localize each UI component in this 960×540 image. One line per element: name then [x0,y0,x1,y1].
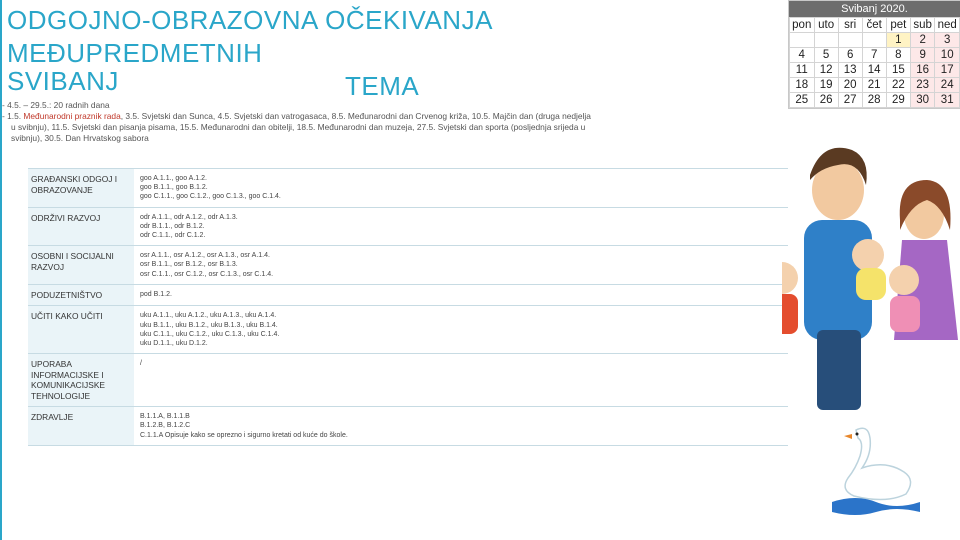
code-line: uku D.1.1., uku D.1.2. [140,339,208,347]
calendar-day: 11 [790,63,815,78]
theme-cell: PODUZETNIŠTVO [28,284,134,306]
calendar-day: 7 [862,48,886,63]
calendar-week [790,33,960,48]
notes-dates-line [2,111,722,122]
notes-dates-cont2: svibnju), 30.5. Dan Hrvatskog sabora [11,133,149,143]
left-accent-bar [0,0,6,540]
theme-cell: GRAĐANSKI ODGOJ I OBRAZOVANJE [28,169,134,208]
calendar-week [790,93,960,108]
calendar-day: 21 [862,78,886,93]
code-line: B.1.2.B, B.1.2.C [140,422,191,430]
calendar-day [790,33,815,48]
calendar-day: 15 [886,63,910,78]
codes-cell [134,169,788,208]
table-row [28,207,788,246]
notes-holiday: Međunarodni praznik rada [23,111,121,121]
codes-cell [134,354,788,407]
theme-cell: ODRŽIVI RAZVOJ [28,207,134,246]
calendar-week [790,48,960,63]
code-line: goo A.1.1., goo A.1.2. [140,175,207,182]
code-line: pod B.1.2. [140,290,172,298]
code-line: / [140,360,142,368]
theme-cell: OSOBNI I SOCIJALNI RAZVOJ [28,246,134,285]
calendar-weekday-row [790,18,960,33]
calendar-day: 1 [886,33,910,48]
theme-cell: ZDRAVLJE [28,407,134,446]
calendar-day: 26 [814,93,838,108]
codes-cell [134,306,788,354]
calendar-day: 25 [790,93,815,108]
code-line: odr B.1.1., odr B.1.2. [140,222,205,230]
calendar-day: 29 [886,93,910,108]
theme-cell: UPORABA INFORMACIJSKE I KOMUNIKACIJSKE TEHNOLOGIJE [28,354,134,407]
calendar-week [790,63,960,78]
calendar-day: 17 [935,63,960,78]
code-line: C.1.1.A Opisuje kako se oprezno i sigurno kretati od kuće do škole. [140,431,348,439]
swan-illustration [826,420,926,520]
page-title-line2: TEMA [345,71,420,101]
code-line: odr C.1.1., odr C.1.2. [140,232,206,240]
codes-cell [134,246,788,285]
code-line: B.1.1.A, B.1.1.B [140,413,190,421]
calendar-day: 31 [935,93,960,108]
code-line: osr A.1.1., osr A.1.2., osr A.1.3., osr A.1.4. [140,252,270,260]
code-line: odr A.1.1., odr A.1.2., odr A.1.3. [140,213,238,221]
codes-cell [134,407,788,446]
calendar-day: 14 [862,63,886,78]
table-row [28,407,788,446]
month-heading: SVIBANJ [7,66,119,96]
calendar-day: 16 [910,63,934,78]
codes-cell [134,284,788,306]
calendar-grid [789,17,960,108]
calendar-day: 8 [886,48,910,63]
table-row [28,169,788,208]
calendar-day: 5 [814,48,838,63]
calendar-day: 9 [910,48,934,63]
code-line: osr C.1.1., osr C.1.2., osr C.1.3., osr C.1.4. [140,270,274,278]
table-row [28,284,788,306]
calendar-day [814,33,838,48]
calendar-day: 19 [814,78,838,93]
code-line: goo B.1.1., goo B.1.2. [140,184,208,192]
code-line: goo C.1.1., goo C.1.2., goo C.1.3., goo C.1.4. [140,193,281,201]
calendar-weekday: pet [886,18,910,33]
table-row [28,306,788,354]
notes-prefix: - 1.5. [2,111,24,121]
code-line: uku C.1.1., uku C.1.2., uku C.1.3., uku C.1.4. [140,330,280,338]
notes-block [2,100,722,144]
notes-dates-cont1: u svibnju), 11.5. Svjetski dan pisanja pisama, 15.5. Međunarodni dan obitelji, 18.5. Međunarodni dan muzeja, 27.5. Svjetski dan sporta (posljednja srijeda u [11,122,586,132]
table-row [28,246,788,285]
notes-dates-text: , 3.5. Svjetski dan Sunca, 4.5. Svjetski dan vatrogasaca, 8.5. Međunarodni dan Crvenog križa, 10.5. Majčin dan (druga nedjelja [120,111,591,121]
calendar-weekday: sri [838,18,862,33]
calendar-day: 6 [838,48,862,63]
code-line: uku B.1.1., uku B.1.2., uku B.1.3., uku B.1.4. [140,321,278,329]
calendar-weekday: pon [790,18,815,33]
calendar-day: 3 [935,33,960,48]
calendar-day: 27 [838,93,862,108]
code-line: osr B.1.1., osr B.1.2., osr B.1.3. [140,261,238,269]
calendar-day: 4 [790,48,815,63]
calendar-day [838,33,862,48]
calendar-day: 13 [838,63,862,78]
calendar-weekday: čet [862,18,886,33]
calendar-day: 30 [910,93,934,108]
calendar-day: 20 [838,78,862,93]
calendar-header: Svibanj 2020. [789,1,960,17]
codes-cell [134,207,788,246]
calendar-weekday: uto [814,18,838,33]
calendar-day: 23 [910,78,934,93]
calendar-widget [788,0,960,109]
theme-cell: UČITI KAKO UČITI [28,306,134,354]
calendar-week [790,78,960,93]
code-line: uku A.1.1., uku A.1.2., uku A.1.3., uku A.1.4. [140,312,277,320]
cross-curricular-table [28,168,788,446]
table-row [28,354,788,407]
calendar-day [862,33,886,48]
calendar-day: 2 [910,33,934,48]
page-title-line1: ODGOJNO-OBRAZOVNA OČEKIVANJA MEĐUPREDMETNIH [7,5,492,68]
calendar-day: 22 [886,78,910,93]
calendar-weekday: sub [910,18,934,33]
calendar-day: 10 [935,48,960,63]
calendar-day: 28 [862,93,886,108]
calendar-weekday: ned [935,18,960,33]
calendar-day: 18 [790,78,815,93]
notes-working-days: - 4.5. – 29.5.: 20 radnih dana [2,100,110,110]
calendar-day: 12 [814,63,838,78]
calendar-day: 24 [935,78,960,93]
